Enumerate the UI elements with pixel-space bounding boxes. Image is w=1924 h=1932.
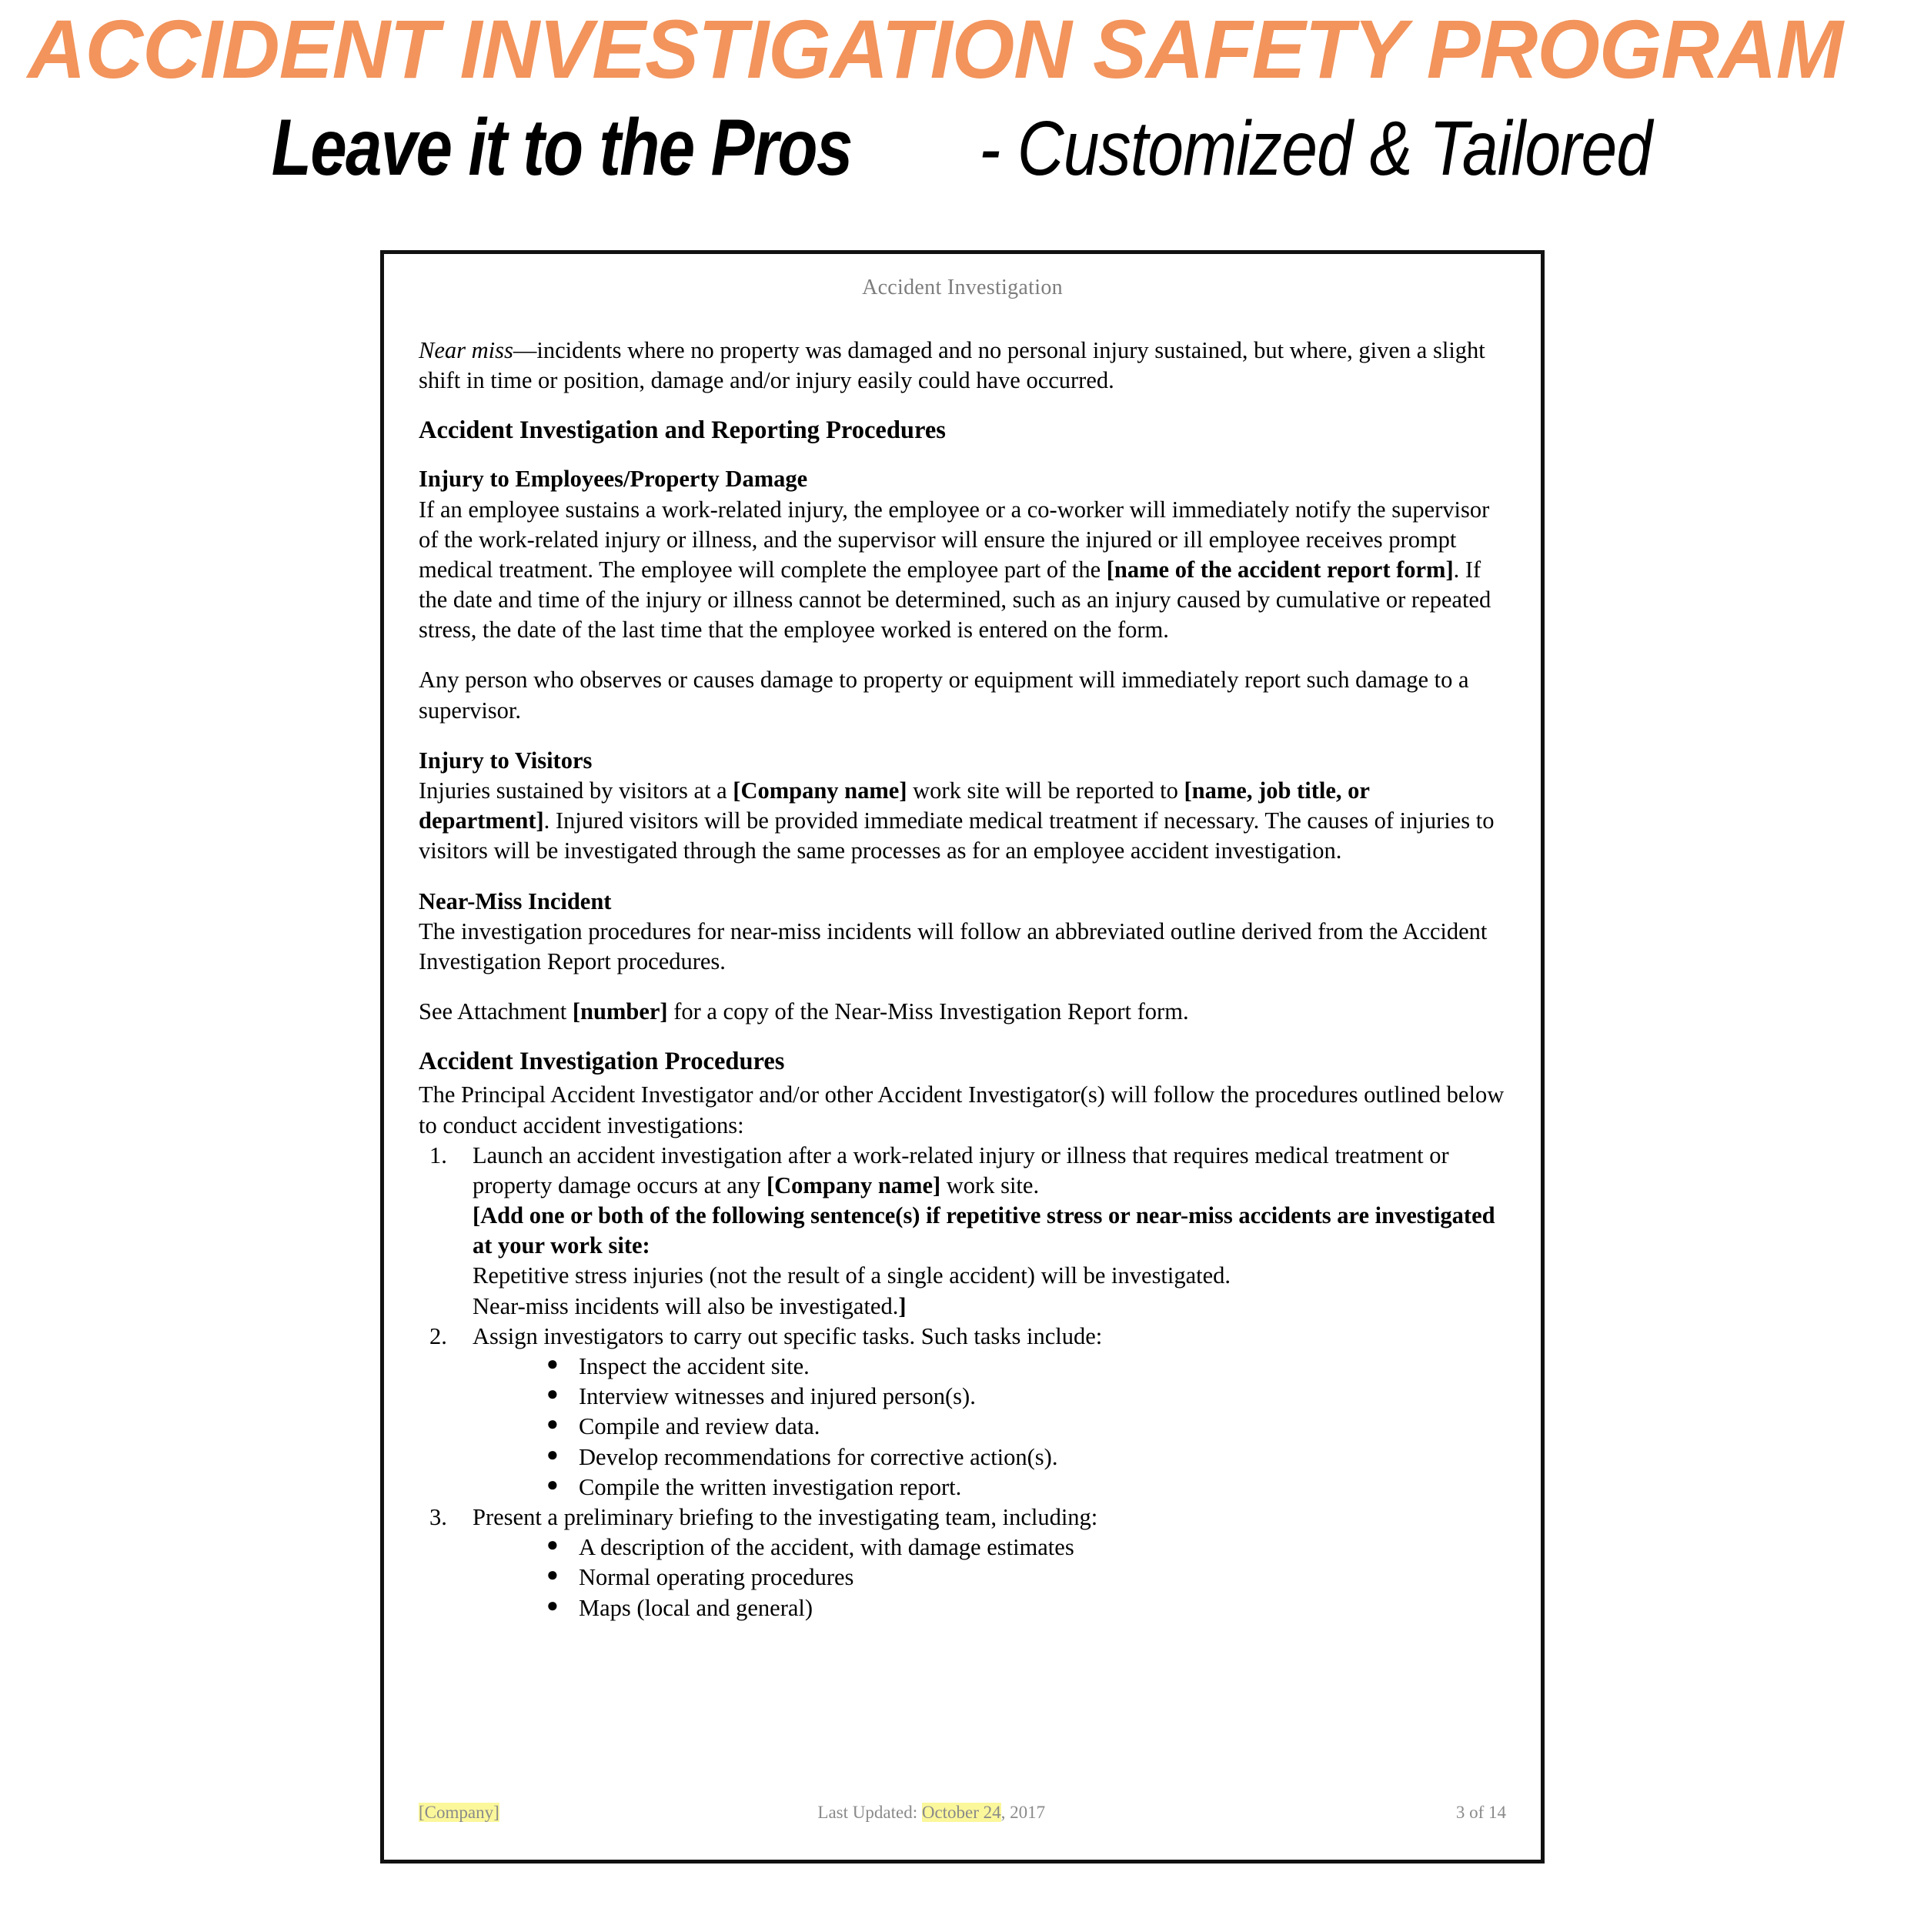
list-item — [419, 1502, 1506, 1623]
list-item — [419, 1322, 1506, 1502]
banner-subtitle-light: - Customized & Tailored — [979, 105, 1652, 192]
list-item — [473, 1563, 1506, 1593]
step-number: 2. — [429, 1322, 447, 1349]
step-3-bullet-list — [473, 1533, 1506, 1623]
step-1-sub-line-2-bracket: ] — [898, 1292, 907, 1319]
banner-subtitle-strong: Leave it to the Pros — [271, 103, 852, 192]
marketing-banner — [0, 2, 1924, 192]
injury-employees-text-b: . If the date and time of the injury or illness cannot be determined, such as an injury caused by cumulative or repeated stress, the date of the last time that the employee worked is entered on the form. — [419, 556, 1491, 643]
step-1-text-a: Launch an accident investigation after a work-related injury or illness that requires medical treatment or property damage occurs at any — [473, 1141, 1449, 1198]
list-item — [473, 1352, 1506, 1382]
bullet-label: A description of the accident, with damage estimates — [579, 1534, 1074, 1561]
bullet-label: Compile and review data. — [579, 1413, 820, 1440]
injury-to-employees-paragraph — [419, 495, 1506, 646]
footer-last-updated — [499, 1801, 1456, 1824]
near-miss-definition-paragraph — [419, 336, 1506, 396]
document-footer — [419, 1801, 1506, 1824]
subheading-injury-to-visitors: Injury to Visitors — [419, 747, 593, 774]
near-miss-incident-paragraph: The investigation procedures for near-miss incidents will follow an abbreviated outline derived from the Accident Investigation Report procedures. — [419, 918, 1488, 974]
bullet-label: Normal operating procedures — [579, 1564, 854, 1591]
bullet-label: Develop recommendations for corrective action(s). — [579, 1443, 1058, 1470]
list-item — [473, 1382, 1506, 1412]
footer-company-label: [Company] — [419, 1803, 499, 1823]
step-number: 1. — [429, 1141, 447, 1168]
step-1-sub-line-1: Repetitive stress injuries (not the result of a single accident) will be investigated. — [473, 1262, 1231, 1289]
injury-employees-bold-a: [name of the accident report form] — [1106, 556, 1454, 583]
investigation-steps-list — [419, 1141, 1506, 1623]
section-heading-investigation-procedures: Accident Investigation Procedures — [419, 1048, 785, 1076]
injury-to-visitors-paragraph — [419, 776, 1506, 867]
bullet-label: Inspect the accident site. — [579, 1353, 810, 1380]
subheading-near-miss-incident: Near-Miss Incident — [419, 887, 612, 914]
step-1-bold-company: [Company name] — [766, 1172, 941, 1198]
near-miss-term: Near miss — [419, 336, 513, 363]
bullet-icon: ● — [546, 1442, 559, 1466]
document-page — [380, 250, 1545, 1863]
injury-visitors-text-c: . Injured visitors will be provided immediate medical treatment if necessary. The causes of injuries to visitors will be investigated through the same processes as for an employee accident investigation. — [419, 807, 1495, 864]
document-page-wrapper — [380, 250, 1545, 1863]
bullet-icon: ● — [546, 1382, 559, 1406]
bullet-label: Compile the written investigation report. — [579, 1473, 962, 1500]
banner-subtitle — [23, 103, 1901, 192]
property-damage-paragraph: Any person who observes or causes damage to property or equipment will immediately report such damage to a supervisor. — [419, 667, 1469, 724]
bullet-icon: ● — [546, 1412, 559, 1436]
section-heading-reporting-procedures: Accident Investigation and Reporting Procedures — [419, 416, 946, 445]
footer-page-number: 3 of 14 — [1455, 1803, 1506, 1823]
bullet-icon: ● — [546, 1472, 559, 1496]
injury-visitors-text-b: work site will be reported to — [907, 777, 1184, 804]
list-item — [473, 1412, 1506, 1442]
footer-updated-year: , 2017 — [1000, 1803, 1046, 1823]
list-item — [419, 1141, 1506, 1322]
step-3-text: Present a preliminary briefing to the investigating team, including: — [473, 1503, 1098, 1530]
attachment-bold-a: [number] — [572, 998, 668, 1025]
list-item — [473, 1442, 1506, 1472]
attachment-text-b: for a copy of the Near-Miss Investigation Report form. — [667, 998, 1189, 1025]
attachment-text-a: See Attachment — [419, 998, 573, 1025]
injury-visitors-bold-b: [name, job title, or department] — [419, 777, 1370, 834]
footer-company — [419, 1801, 499, 1824]
injury-visitors-bold-a: [Company name] — [733, 777, 907, 804]
banner-title: ACCIDENT INVESTIGATION SAFETY PROGRAM — [27, 2, 1843, 95]
bullet-icon: ● — [546, 1533, 559, 1556]
bullet-icon: ● — [546, 1352, 559, 1375]
bullet-label: Interview witnesses and injured person(s). — [579, 1383, 976, 1410]
bullet-label: Maps (local and general) — [579, 1594, 813, 1621]
document-body — [415, 336, 1510, 1623]
step-1-sub-line-2-text: Near-miss incidents will also be investigated. — [473, 1292, 899, 1319]
step-1-editorial-note: [Add one or both of the following sentence(s) if repetitive stress or near-miss accidents are investigated at your work site: — [473, 1202, 1495, 1259]
step-1-sub-line-2 — [473, 1292, 1506, 1322]
bullet-icon: ● — [546, 1593, 559, 1616]
step-1-text-b: work site. — [940, 1172, 1040, 1198]
investigation-procedures-intro: The Principal Accident Investigator and/or other Accident Investigator(s) will follow the procedures outlined below to conduct accident investigations: — [419, 1081, 1505, 1138]
footer-updated-date: October 24 — [921, 1803, 1001, 1823]
footer-updated-label: Last Updated: — [817, 1803, 922, 1823]
subheading-injury-to-employees: Injury to Employees/Property Damage — [419, 466, 808, 493]
bullet-icon: ● — [546, 1563, 559, 1586]
injury-visitors-text-a: Injuries sustained by visitors at a — [419, 777, 733, 804]
attachment-reference-paragraph — [419, 997, 1506, 1027]
list-item — [473, 1533, 1506, 1563]
injury-employees-text-a: If an employee sustains a work-related injury, the employee or a co-worker will immediately notify the supervisor of the work-related injury or illness, and the supervisor will ensure the injured or ill employee receives prompt medical treatment. The employee will complete the employee part of the — [419, 496, 1490, 583]
step-2-text: Assign investigators to carry out specific tasks. Such tasks include: — [473, 1322, 1103, 1349]
list-item — [473, 1472, 1506, 1502]
step-number: 3. — [429, 1503, 447, 1530]
near-miss-definition-text: —incidents where no property was damaged and no personal injury sustained, but where, given a slight shift in time or position, damage and/or injury easily could have occurred. — [419, 336, 1485, 394]
list-item — [473, 1593, 1506, 1623]
document-running-header: Accident Investigation — [862, 276, 1063, 299]
step-2-bullet-list — [473, 1352, 1506, 1502]
